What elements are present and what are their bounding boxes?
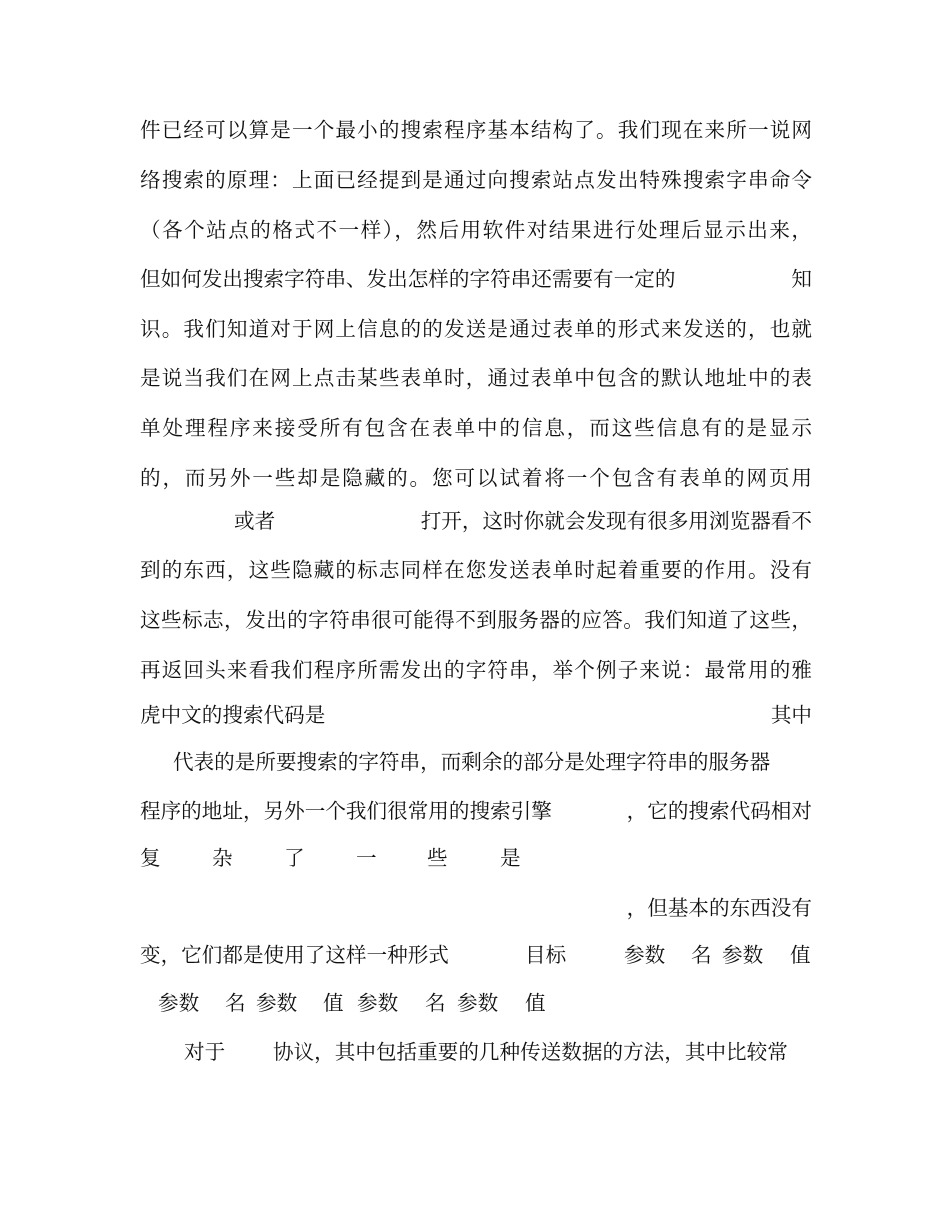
text-line-4 <box>140 262 812 296</box>
text-segment: 对于 <box>184 1040 226 1064</box>
text-segment: 值 <box>525 991 546 1015</box>
text-segment: 但如何发出搜索字符串、发出怎样的字符串还需要有一定的 <box>140 267 676 291</box>
text-line-6: 是说当我们在网上点击某些表单时，通过表单中包含的默认地址中的表 <box>140 366 812 390</box>
text-line-1: 件已经可以算是一个最小的搜索程序基本结构了。我们现在来所一说网 <box>140 118 812 142</box>
text-line-19 <box>140 986 812 1020</box>
text-line-2: 络搜索的原理：上面已经提到是通过向搜索站点发出特殊搜索字串命令 <box>140 168 812 192</box>
text-line-5: 识。我们知道对于网上信息的的发送是通过表单的形式来发送的，也就 <box>140 317 812 341</box>
text-segment: 程序的地址，另外一个我们很常用的搜索引擎 <box>140 799 552 823</box>
text-segment: 参数 <box>256 991 298 1015</box>
text-segment: 参数 <box>722 943 764 967</box>
text-line-7: 单处理程序来接受所有包含在表单中的信息，而这些信息有的是显示 <box>140 416 812 440</box>
text-segment: 些 <box>427 846 448 870</box>
text-line-18 <box>140 938 812 972</box>
text-segment: 是 <box>500 846 521 870</box>
text-segment: 参数 <box>357 991 399 1015</box>
text-segment: 变，它们都是使用了这样一种形式 <box>140 943 449 967</box>
text-line-9 <box>140 504 812 538</box>
text-segment: 名 <box>425 991 446 1015</box>
text-segment: 代表的是所要搜索的字符串，而剩余的部分是处理字符串的服务器 <box>173 750 771 774</box>
text-segment: 知 <box>791 267 812 291</box>
text-line-3: （各个站点的格式不一样），然后用软件对结果进行处理后显示出来， <box>140 218 812 242</box>
text-line-13 <box>140 698 812 732</box>
text-segment: 一 <box>356 846 377 870</box>
text-segment: 虎中文的搜索代码是 <box>140 703 326 727</box>
text-segment: 名 <box>225 991 246 1015</box>
text-segment: ，但基本的东西没有 <box>626 896 812 920</box>
text-segment: 杂 <box>212 846 233 870</box>
text-segment: 目标 <box>525 943 567 967</box>
text-segment: 或者 <box>234 509 276 533</box>
text-line-15 <box>140 794 812 828</box>
text-line-12: 再返回头来看我们程序所需发出的字符串，举个例子来说：最常用的雅 <box>140 658 812 682</box>
text-segment: 其中 <box>770 703 812 727</box>
text-line-14 <box>140 745 812 779</box>
text-segment: 名 <box>691 943 712 967</box>
text-line-8: 的，而另外一些却是隐藏的。您可以试着将一个包含有表单的网页用 <box>140 466 812 490</box>
text-segment: 参数 <box>624 943 666 967</box>
text-segment: 值 <box>790 943 811 967</box>
text-segment: 了 <box>284 846 305 870</box>
text-line-11: 这些标志，发出的字符串很可能得不到服务器的应答。我们知道了这些， <box>140 608 812 632</box>
text-line-16 <box>140 841 812 875</box>
text-segment: 复 <box>140 846 161 870</box>
text-segment: 打开，这时你就会发现有很多用浏览器看不 <box>420 509 812 533</box>
text-line-17 <box>140 891 812 925</box>
text-segment: 值 <box>323 991 344 1015</box>
text-line-10: 到的东西，这些隐藏的标志同样在您发送表单时起着重要的作用。没有 <box>140 558 812 582</box>
text-segment: 协议，其中包括重要的几种传送数据的方法，其中比较常 <box>273 1040 788 1064</box>
text-segment: 参数 <box>158 991 200 1015</box>
text-line-20 <box>140 1035 812 1069</box>
text-segment: ，它的搜索代码相对 <box>626 799 812 823</box>
text-segment: 参数 <box>457 991 499 1015</box>
